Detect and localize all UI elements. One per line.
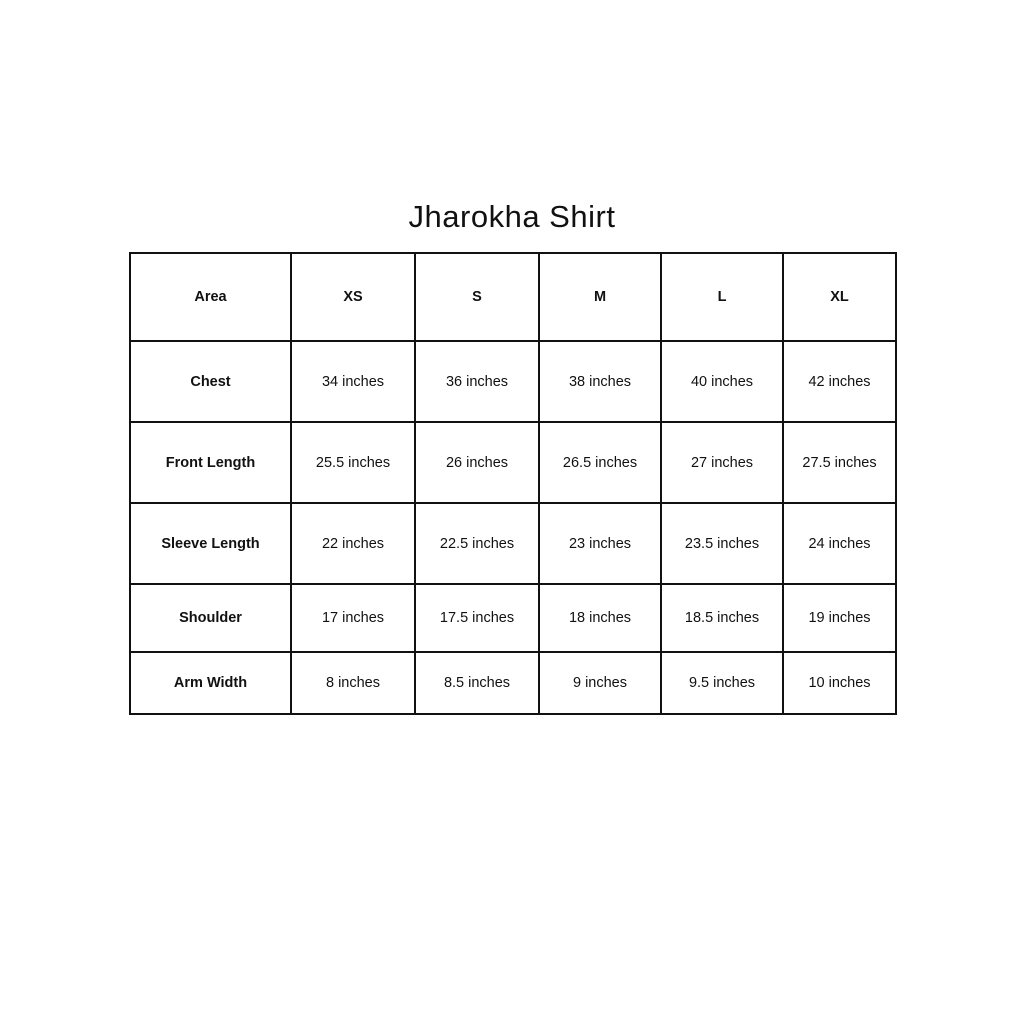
table-cell: 27 inches (661, 422, 783, 503)
table-cell: 22.5 inches (415, 503, 539, 584)
table-header-row (130, 253, 896, 341)
table-cell: 17.5 inches (415, 584, 539, 652)
page-title: Jharokha Shirt (408, 199, 616, 234)
table-cell: 10 inches (783, 652, 896, 714)
table-cell: 18 inches (539, 584, 661, 652)
table-cell: 42 inches (783, 341, 896, 422)
size-chart-table (129, 252, 897, 715)
table-cell: 25.5 inches (291, 422, 415, 503)
table-row (130, 341, 896, 422)
table-row (130, 503, 896, 584)
table-row (130, 422, 896, 503)
table-cell: 9 inches (539, 652, 661, 714)
table-cell: 19 inches (783, 584, 896, 652)
table-cell: 8 inches (291, 652, 415, 714)
row-label-cell: Sleeve Length (130, 503, 291, 584)
header-cell-xs: XS (291, 253, 415, 341)
table-cell: 22 inches (291, 503, 415, 584)
table-cell: 34 inches (291, 341, 415, 422)
table-cell: 18.5 inches (661, 584, 783, 652)
row-label-cell: Arm Width (130, 652, 291, 714)
table-cell: 23 inches (539, 503, 661, 584)
header-cell-area: Area (130, 253, 291, 341)
header-cell-xl: XL (783, 253, 896, 341)
row-label-cell: Front Length (130, 422, 291, 503)
table-row (130, 652, 896, 714)
table-cell: 38 inches (539, 341, 661, 422)
row-label-cell: Shoulder (130, 584, 291, 652)
table-cell: 36 inches (415, 341, 539, 422)
table-cell: 26 inches (415, 422, 539, 503)
table-cell: 23.5 inches (661, 503, 783, 584)
table-cell: 17 inches (291, 584, 415, 652)
table-cell: 8.5 inches (415, 652, 539, 714)
header-cell-m: M (539, 253, 661, 341)
table-cell: 24 inches (783, 503, 896, 584)
table-cell: 9.5 inches (661, 652, 783, 714)
table-cell: 27.5 inches (783, 422, 896, 503)
table-cell: 40 inches (661, 341, 783, 422)
table-cell: 26.5 inches (539, 422, 661, 503)
table-row (130, 584, 896, 652)
row-label-cell: Chest (130, 341, 291, 422)
header-cell-l: L (661, 253, 783, 341)
header-cell-s: S (415, 253, 539, 341)
